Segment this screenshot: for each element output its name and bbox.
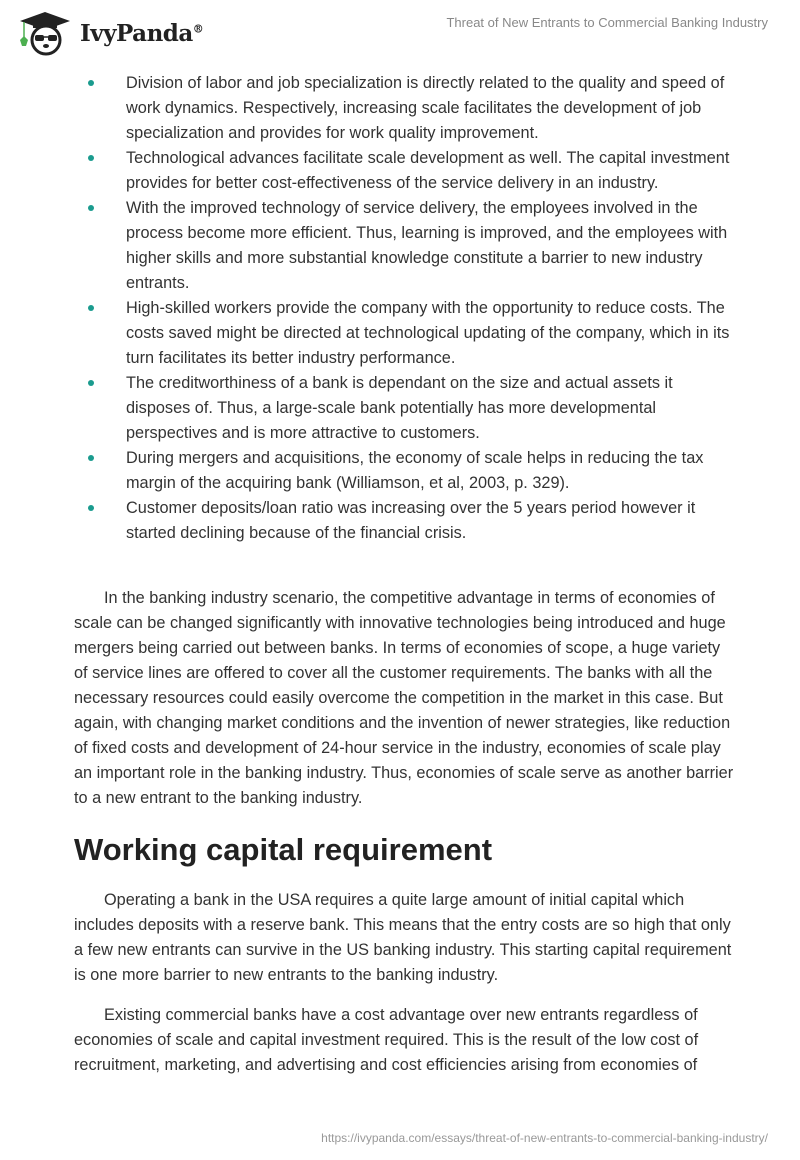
section-heading: Working capital requirement [74, 832, 493, 867]
paragraph: Operating a bank in the USA requires a quite large amount of initial capital which includes deposits with a reserve bank. This means that the entry costs are so high that only a few new entrants can survive in the US banking industry. This starting capital requirement is one more barrier to new entrants to the banking industry. [74, 891, 732, 984]
logo[interactable] [18, 10, 203, 56]
list-item: High-skilled workers provide the company with the opportunity to reduce costs. The costs saved might be directed at technological updating of the company, which in its turn facilitates its better industry performance. [74, 296, 734, 371]
bullet-icon [88, 505, 94, 511]
list-item: During mergers and acquisitions, the economy of scale helps in reducing the tax margin of the acquiring bank (Williamson, et al, 2003, p. 329). [74, 446, 734, 496]
source-url[interactable]: https://ivypanda.com/essays/threat-of-new-entrants-to-commercial-banking-industry/ [321, 1131, 768, 1145]
list-item: The creditworthiness of a bank is dependant on the size and actual assets it disposes of. Thus, a large-scale bank potentially has more developmental perspectives and is more attractive to customers. [74, 371, 734, 446]
panda-logo-icon [18, 10, 72, 56]
bullet-icon [88, 305, 94, 311]
bullet-icon [88, 455, 94, 461]
bullet-icon [88, 205, 94, 211]
document-title: Threat of New Entrants to Commercial Banking Industry [446, 15, 768, 30]
list-item: Customer deposits/loan ratio was increasing over the 5 years period however it started declining because of the financial crisis. [74, 496, 734, 546]
paragraph: Existing commercial banks have a cost advantage over new entrants regardless of economies of scale and capital investment required. This is the result of the low cost of recruitment, marketing, and advertising and cost efficiencies arising from economies of [74, 1006, 699, 1074]
list-item: With the improved technology of service delivery, the employees involved in the process become more efficient. Thus, learning is improved, and the employees with higher skills and more substantial knowledge constitute a barrier to new industry entrants. [74, 196, 734, 296]
bullet-icon [88, 380, 94, 386]
bullet-icon [88, 80, 94, 86]
list-item: Technological advances facilitate scale development as well. The capital investment provides for better cost-effectiveness of the service delivery in an industry. [74, 146, 734, 196]
bullet-icon [88, 155, 94, 161]
list-item: Division of labor and job specialization is directly related to the quality and speed of work dynamics. Respectively, increasing scale facilitates the development of job specialization and provides for work quality improvement. [74, 71, 734, 146]
logo-text: IvyPanda® [80, 19, 204, 47]
header [0, 0, 800, 60]
paragraph: In the banking industry scenario, the competitive advantage in terms of economies of scale can be changed significantly with innovative technologies being introduced and huge mergers being carried out between banks. In terms of economies of scope, a huge variety of service lines are offered to cover all the customer requirements. The banks with all the necessary resources could easily overcome the competition in the market in this case. But again, with changing market conditions and the invention of newer strategies, like reduction of fixed costs and development of 24-hour service in the industry, economies of scale play an important role in the banking industry. Thus, economies of scale serve as another barrier to a new entrant to the banking industry. [74, 589, 734, 807]
bullet-list [74, 71, 734, 546]
